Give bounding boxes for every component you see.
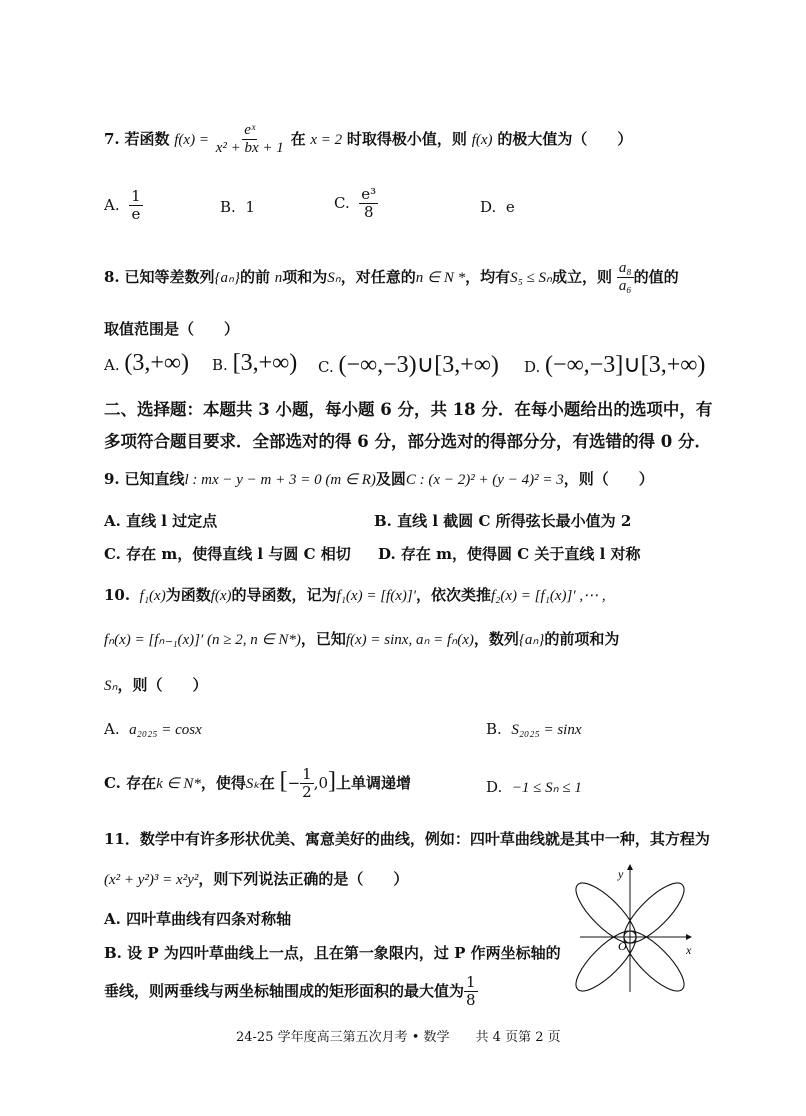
- option-a: A. 四叶草曲线有四条对称轴: [104, 910, 292, 928]
- option-b-cont: 垂线，则两垂线与两坐标轴围成的矩形面积的最大值为 $\frac{1}{8}$: [104, 973, 476, 1010]
- origin-label: O: [618, 939, 627, 953]
- option-b: B. 设 P 为四叶草曲线上一点，且在第一象限内，过 P 作两坐标轴的: [104, 944, 561, 962]
- fraction: $\frac{\text{eˣ}}{\text{x² + bx + 1}}$: [215, 122, 284, 157]
- four-leaf-clover-figure: [574, 862, 698, 996]
- y-axis-arrow: [627, 864, 633, 870]
- option-a: A. (3,+∞): [104, 350, 190, 376]
- option-b: B. [3,+∞): [212, 350, 298, 376]
- question-10-line3: Sₙ，则（ ）: [104, 676, 208, 694]
- question-10-line2: fₙ(x) = [fₙ₋₁(x)]′ (n ≥ 2, n ∈ N*)，已知f(x) = sinx, aₙ = fₙ(x)，数列{aₙ}的前项和为: [104, 630, 620, 648]
- question-11-stem: 11．数学中有许多形状优美、寓意美好的曲线，例如：四叶草曲线就是其中一种，其方程为: [104, 830, 710, 848]
- option-c: C. 存在 m，使得直线 l 与圆 C 相切: [104, 545, 351, 563]
- option-c: C. 存在k ∈ N*，使得Sₖ在 [− $\frac{1}{2}$ ,0]上单调递增: [104, 765, 412, 802]
- page-footer: 24-25 学年度高三第五次月考 • 数学 共 4 页第 2 页: [236, 1030, 561, 1045]
- option-d: D. (−∞,−3]∪[3,+∞): [524, 352, 706, 378]
- x-axis-label: x: [686, 943, 692, 957]
- option-c: C. $\frac{\text{e³}}{8}$: [334, 185, 377, 222]
- y-axis-label: y: [618, 867, 624, 881]
- option-c: C. (−∞,−3)∪[3,+∞): [318, 352, 499, 378]
- option-b: B. S₂₀₂₅ = sinx: [486, 720, 582, 738]
- question-9-stem: 9. 已知直线l : mx − y − m + 3 = 0 (m ∈ R)及圆C : (x − 2)² + (y − 4)² = 3，则（ ）: [104, 470, 654, 488]
- option-a: A. 直线 l 过定点: [104, 512, 218, 530]
- question-number: 7.: [104, 129, 120, 148]
- clover-leaves: [574, 875, 692, 996]
- option-d: D. e: [480, 198, 515, 216]
- option-b: B. 1: [220, 198, 255, 216]
- option-d: D. −1 ≤ Sₙ ≤ 1: [486, 778, 582, 796]
- question-8-line2: 取值范围是（ ）: [104, 320, 240, 338]
- question-11-line2: (x² + y²)³ = x²y²，则下列说法正确的是（ ）: [104, 870, 409, 888]
- question-8-stem: 8. 已知等差数列{aₙ}的前 n项和为Sₙ，对任意的n ∈ N *，均有S₅ ≤ Sₙ成立，则 $\frac{\text{a₈}}{\text{a₆}}$ 的值的: [104, 260, 679, 295]
- question-10-stem: 10. f₁(x)为函数f(x)的导函数，记为f₁(x) = [f(x)]′，依次类推f₂(x) = [f₁(x)]′ ,⋯ ,: [104, 586, 606, 604]
- option-b: B. 直线 l 截圆 C 所得弦长最小值为 2: [374, 512, 632, 530]
- section-2-heading: 二、选择题：本题共 3 小题，每小题 6 分，共 18 分．在每小题给出的选项中，有: [104, 400, 713, 419]
- option-d: D. 存在 m，使得圆 C 关于直线 l 对称: [378, 545, 641, 563]
- section-2-heading-cont: 多项符合题目要求．全部选对的得 6 分，部分选对的得部分分，有选错的得 0 分．: [104, 432, 711, 451]
- question-7-stem: 7. 若函数 f(x) = $\frac{\text{eˣ}}{\text{x² + bx + 1}}$ 在 x = 2 时取得极小值，则 f(x) 的极大值为（ ）: [104, 122, 633, 157]
- option-a: A. $\frac{1}{e}$: [104, 187, 141, 224]
- x-axis-arrow: [686, 934, 692, 940]
- option-a: A. a₂₀₂₅ = cosx: [104, 720, 202, 738]
